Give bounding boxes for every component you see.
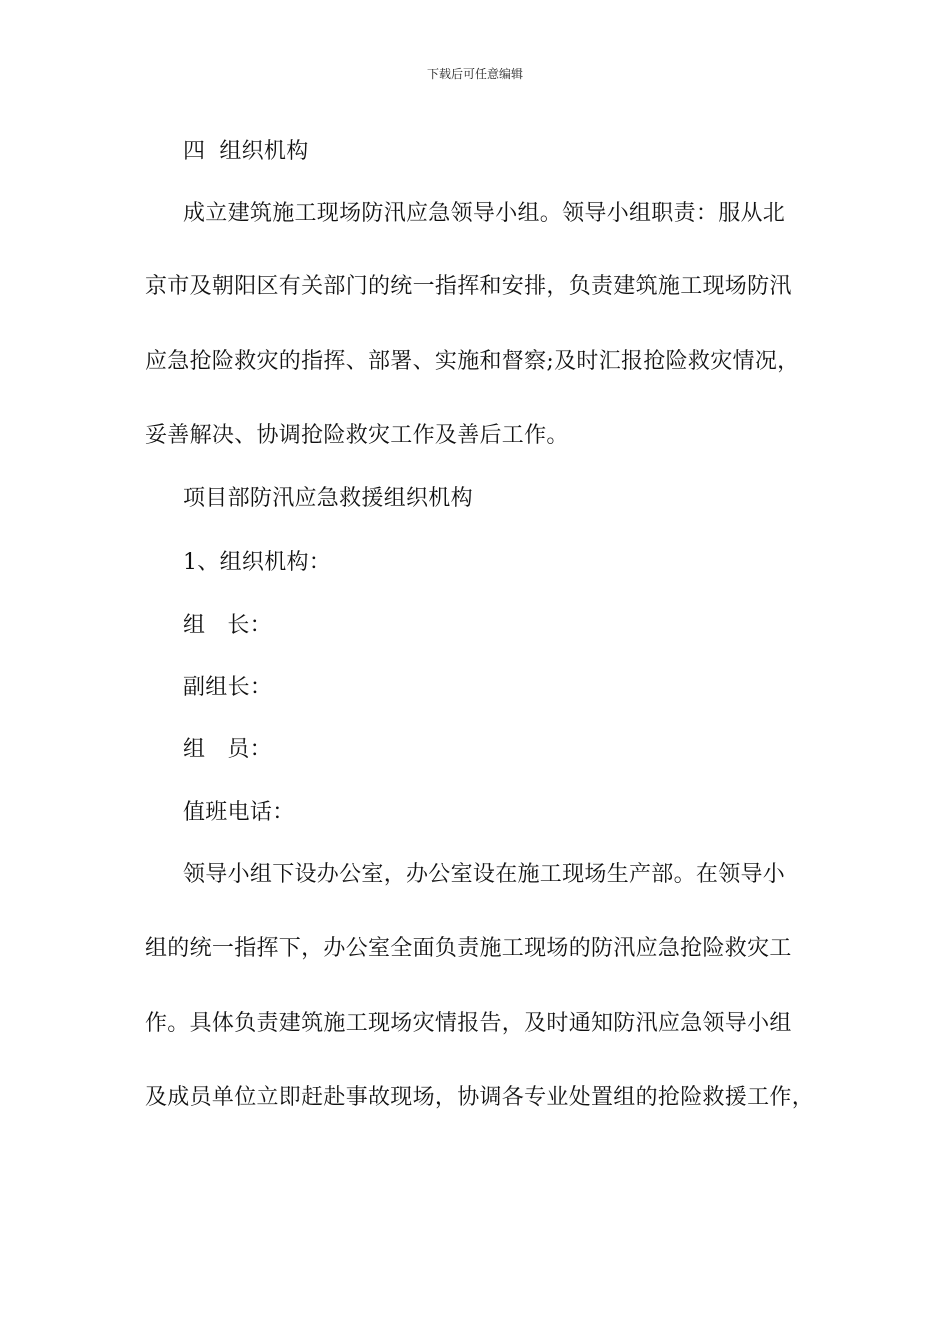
role-deputy: 副组长：	[183, 675, 273, 700]
paragraph-line: 京市及朝阳区有关部门的统一指挥和安排，负责建筑施工现场防汛	[145, 274, 792, 299]
page-header: 下载后可任意编辑	[426, 67, 523, 81]
role-phone: 值班电话：	[183, 800, 295, 825]
paragraph-line: 应急抢险救灾的指挥、部署、实施和督察;及时汇报抢险救灾情况，	[145, 349, 800, 374]
role-leader: 组 长：	[183, 613, 272, 638]
paragraph-line: 及成员单位立即赶赴事故现场，协调各专业处置组的抢险救援工作，	[145, 1085, 815, 1110]
section-heading	[183, 137, 843, 167]
paragraph-line: 成立建筑施工现场防汛应急领导小组。领导小组职责：服从北	[183, 201, 786, 226]
section-number: 四	[183, 139, 206, 164]
role-member: 组 员：	[183, 737, 272, 762]
paragraph-line: 组的统一指挥下，办公室全面负责施工现场的防汛应急抢险救灾工	[145, 936, 792, 961]
paragraph-line: 领导小组下设办公室，办公室设在施工现场生产部。在领导小	[183, 862, 786, 887]
paragraph-line: 作。具体负责建筑施工现场灾情报告，及时通知防汛应急领导小组	[145, 1011, 792, 1036]
org-title: 项目部防汛应急救援组织机构	[183, 486, 473, 511]
org-item: 1、组织机构：	[183, 550, 332, 575]
paragraph-line: 妥善解决、协调抢险救灾工作及善后工作。	[145, 423, 569, 448]
section-title: 组织机构	[219, 139, 309, 164]
